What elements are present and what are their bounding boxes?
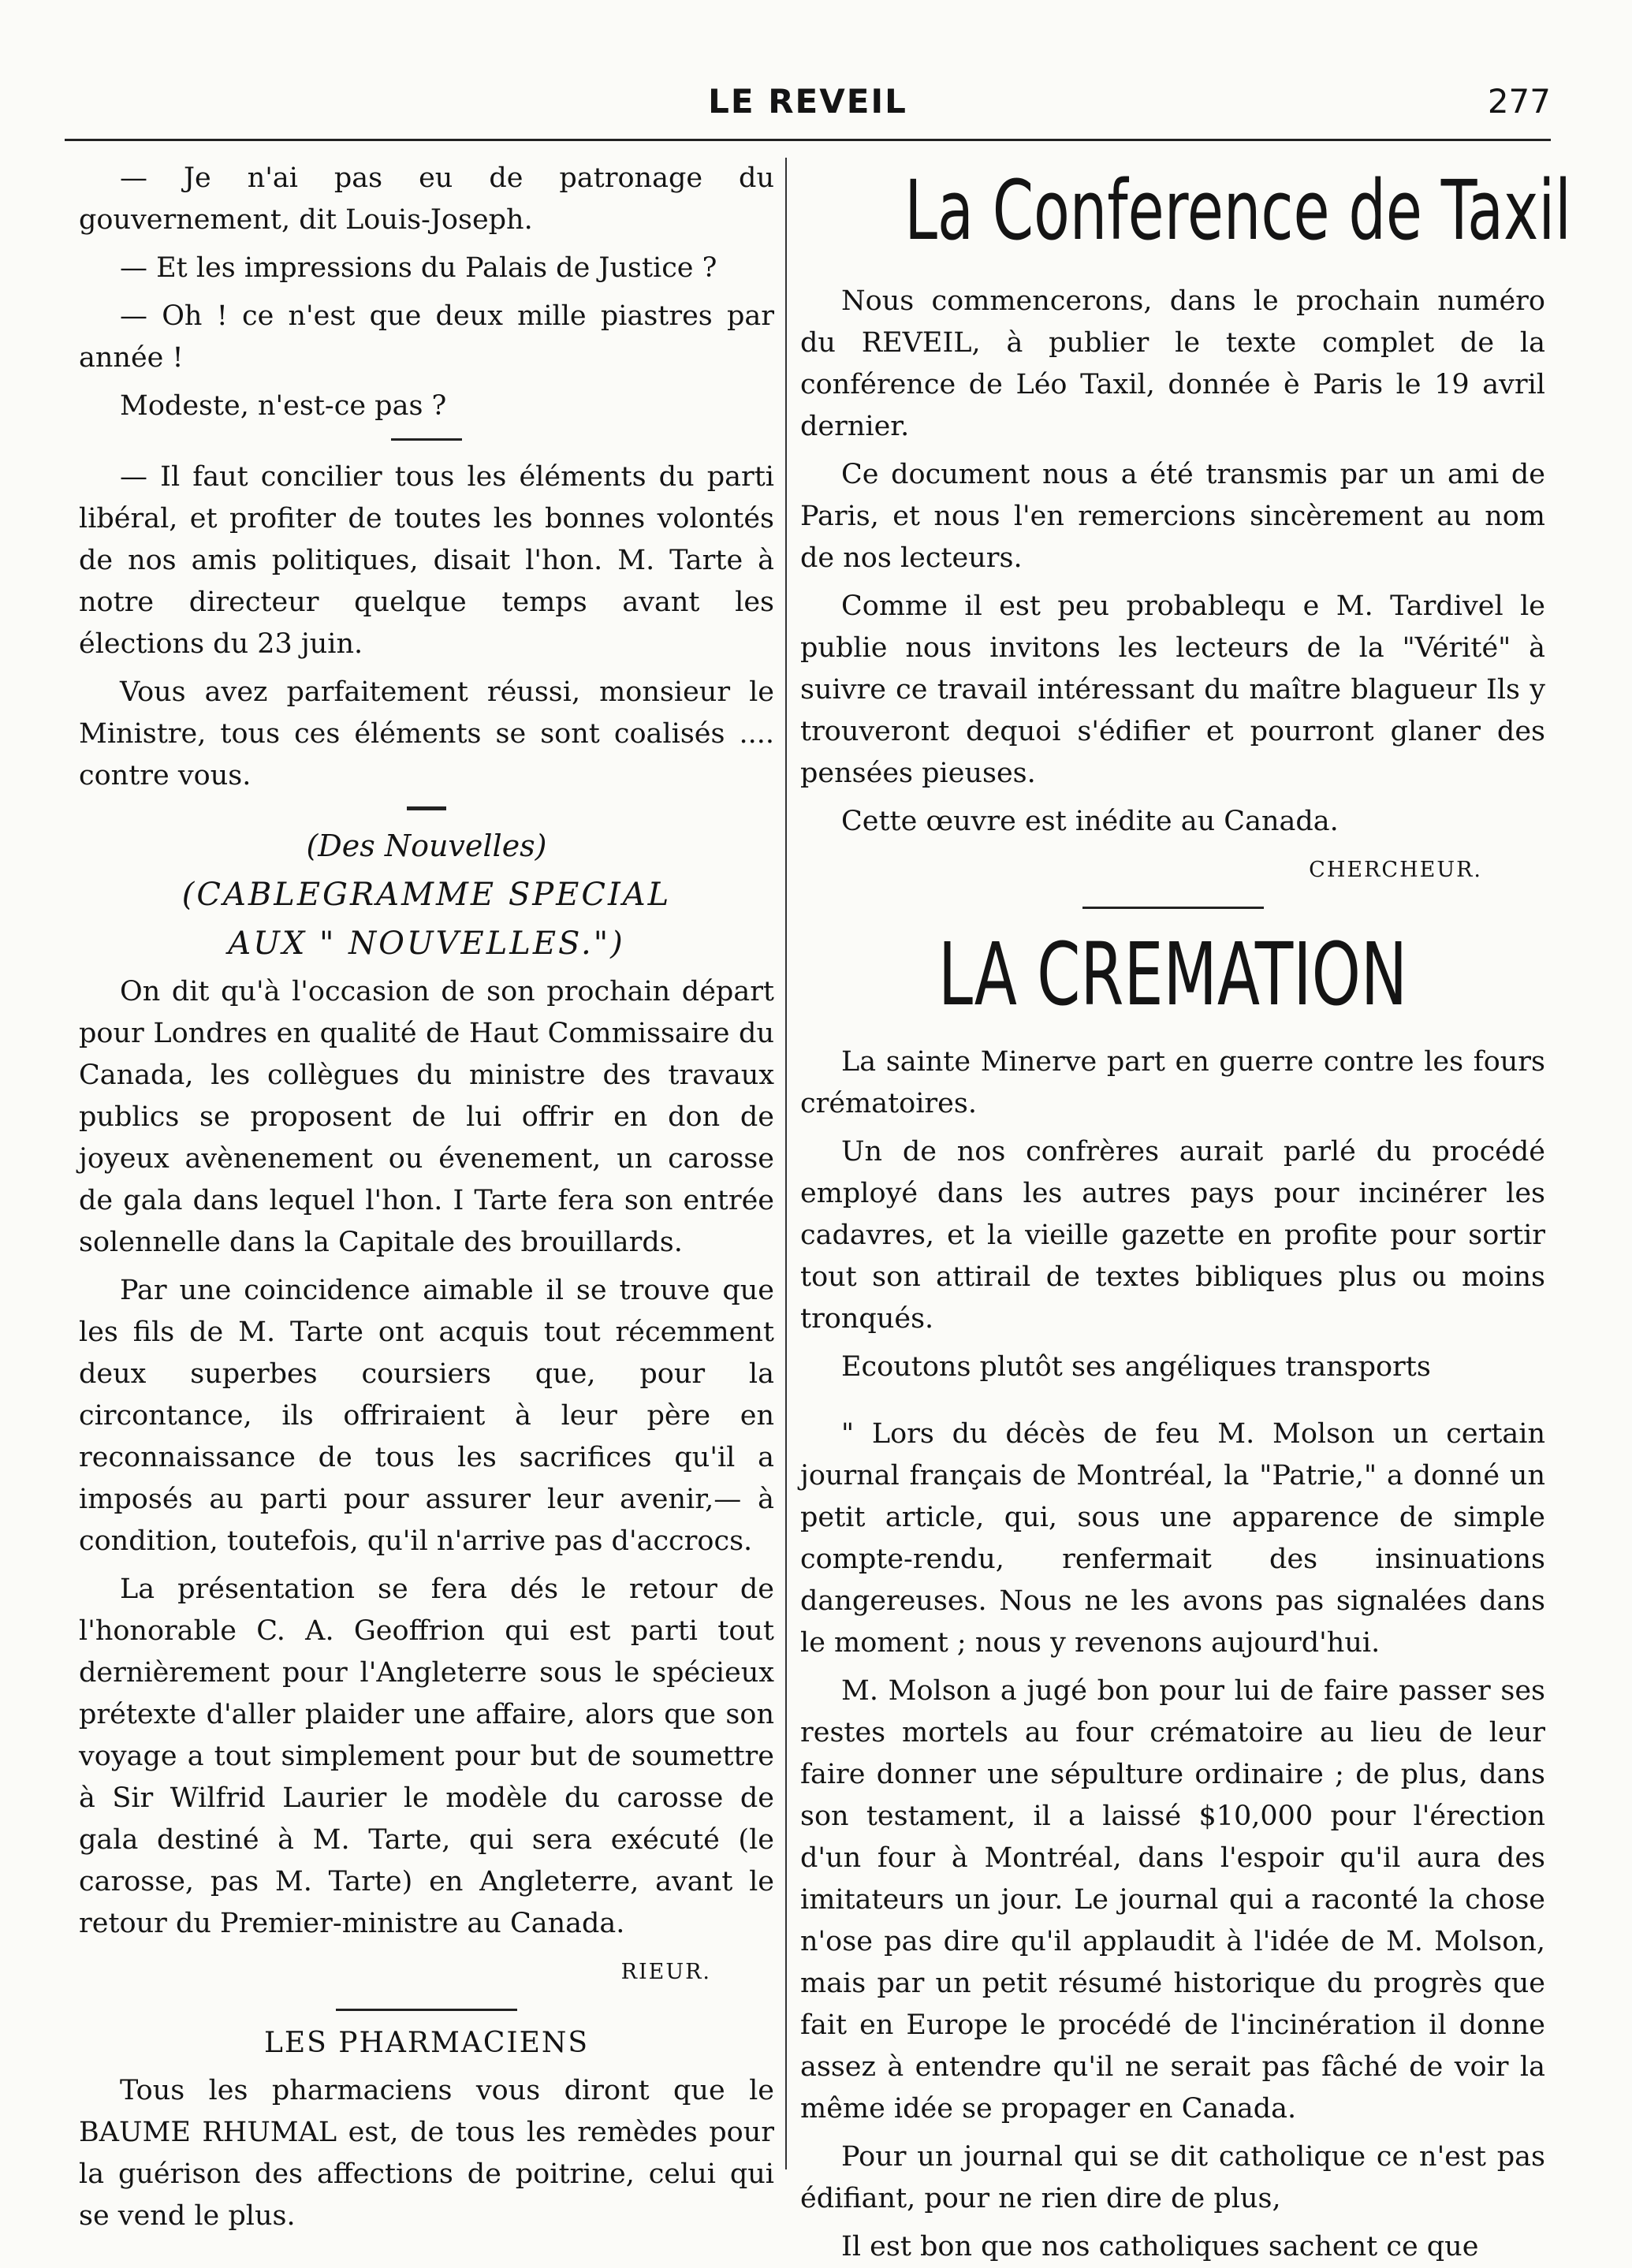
signature: CHERCHEUR. [1309, 858, 1482, 882]
paragraph: La présentation se fera dés le retour de l'honorable C. A. Geoffrion qui est parti tout dernièrement pour l'Angleterre sous le spécieux prétexte d'aller plaider une affaire, alors que son voyage a tout simplement pour but de soumettre à Sir Wilfrid Laurier le modèle du carosse de gala destiné à M. Tarte, qui sera exécuté (le carosse, pas M. Tarte) en Angleterre, avant le retour du Premier-ministre au Canada. [79, 1573, 774, 1939]
paragraph: Comme il est peu probablequ e M. Tardivel le publie nous invitons les lecteurs de la "Vérité" à suivre ce travail intéressant du maître blagueur Ils y trouveront dequoi s'édifier et pourront glaner des pensées pieuses. [800, 590, 1545, 789]
article-title: La Conference de Taxil [904, 162, 1571, 259]
article-title: LA CREMATION [937, 924, 1408, 1025]
quoted-paragraph: " Lors du décès de feu M. Molson un certain journal français de Montréal, la "Patrie," a donné un petit article, qui, sous une apparence de simple compte-rendu, renfermait des insinuations dangereuses. Nous ne les avons pas signalées dans le moment ; nous y revenons aujourd'hui. [800, 1418, 1545, 1659]
paragraph: Ecoutons plutôt ses angéliques transports [841, 1351, 1431, 1383]
paragraph: — Il faut concilier tous les éléments du parti libéral, et profiter de toutes les bonnes volontés de nos amis politiques, disait l'hon. M. Tarte à notre directeur quelque temps avant les élections du 23 juin. [79, 461, 774, 660]
left-column [79, 158, 774, 2232]
paragraph: — Je n'ai pas eu de patronage du gouvernement, dit Louis-Joseph. [79, 162, 774, 236]
header-rule [65, 139, 1551, 141]
quoted-paragraph: M. Molson a jugé bon pour lui de faire passer ses restes mortels au four crématoire au lieu de leur faire donner une sépulture ordinaire ; de plus, dans son testament, il a laissé $10,000 pour l'érection d'un four à Montréal, dans l'espoir qu'il aura des imitateurs un jour. Le journal qui a raconté la chose n'ose pas dire qu'il applaudit à l'idée de M. Molson, mais par un petit résumé historique du progrès que fait en Europe le procédé de l'incinération il donne assez à entendre qu'il ne serait pas fâché de voir la même idée se propager en Canada. [800, 1675, 1545, 2125]
paragraph: Vous avez parfaitement réussi, monsieur le Ministre, tous ces éléments se sont coalisés .... contre vous. [79, 676, 774, 791]
newspaper-title: LE REVEIL [708, 82, 907, 121]
cablegram-heading: (CABLEGRAMME SPECIAL [181, 877, 672, 913]
paragraph: Ce document nous a été transmis par un ami de Paris, et nous l'en remercions sincèrement au nom de nos lecteurs. [800, 459, 1545, 574]
paragraph: Nous commencerons, dans le prochain numéro du REVEIL, à publier le texte complet de la conférence de Léo Taxil, donnée è Paris le 19 avril dernier. [800, 285, 1545, 442]
paragraph: — Et les impressions du Palais de Justice ? [120, 252, 717, 284]
section-divider [336, 2009, 517, 2011]
source-line: (Des Nouvelles) [306, 829, 547, 863]
page-header [65, 82, 1551, 129]
page-number: 277 [1487, 82, 1551, 121]
spacer [800, 1395, 1545, 1413]
signature: RIEUR. [620, 1960, 711, 1984]
paragraph: Tous les pharmaciens vous diront que le BAUME RHUMAL est, de tous les remèdes pour la guérison des affections de poitrine, celui qui se vend le plus. [79, 2075, 774, 2232]
paragraph: — Oh ! ce n'est que deux mille piastres par année ! [79, 300, 774, 374]
section-divider [391, 438, 462, 441]
right-column [800, 158, 1571, 2262]
paragraph: Modeste, n'est-ce pas ? [120, 390, 447, 422]
paragraph: Un de nos confrères aurait parlé du procédé employé dans les autres pays pour incinérer les cadavres, et la vieille gazette en profite pour sortir tout son attirail de textes bibliques plus ou moins tronqués. [800, 1136, 1545, 1335]
paragraph: Par une coincidence aimable il se trouve que les fils de M. Tarte ont acquis tout récemment deux superbes coursiers que, pour la circontance, ils offriraient à leur père en reconnaissance de tous les sacrifices qu'il a imposés au parti pour assurer leur avenir,— à condition, toutefois, qu'il n'arrive pas d'accrocs. [79, 1275, 774, 1557]
paragraph: Pour un journal qui se dit catholique ce n'est pas édifiant, pour ne rien dire de plus, [800, 2141, 1545, 2214]
section-divider [407, 806, 446, 810]
paragraph: On dit qu'à l'occasion de son prochain départ pour Londres en qualité de Haut Commissaire du Canada, les collègues du ministre des travaux publics se proposent de lui offrir en don de joyeux avènenement ou évenement, un carosse de gala dans lequel l'hon. I Tarte fera son entrée solennelle dans la Capitale des brouillards. [79, 976, 774, 1258]
section-heading: LES PHARMACIENS [263, 2027, 590, 2059]
section-divider [1082, 907, 1264, 909]
paragraph: Cette œuvre est inédite au Canada. [841, 806, 1339, 837]
cablegram-heading: AUX " NOUVELLES.") [228, 925, 625, 962]
paragraph: La sainte Minerve part en guerre contre les fours crématoires. [800, 1046, 1545, 1119]
paragraph: Il est bon que nos catholiques sachent ce que [841, 2231, 1479, 2262]
